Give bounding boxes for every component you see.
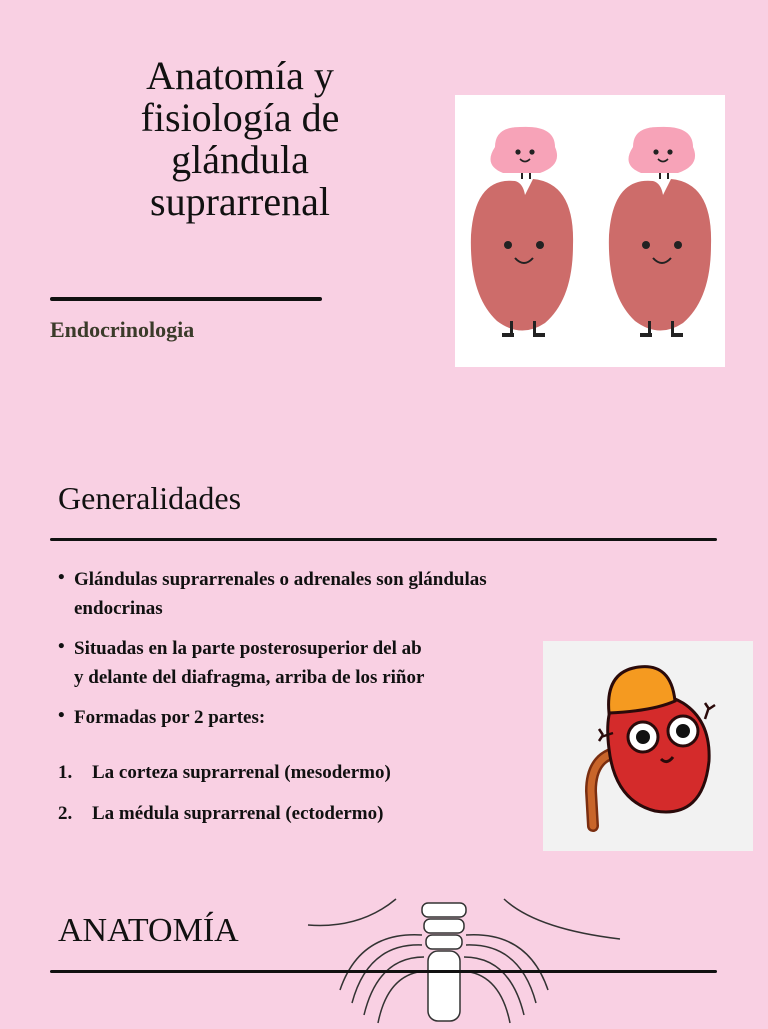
- title-line: fisiología de: [140, 95, 340, 140]
- title-line: suprarrenal: [150, 179, 330, 224]
- section-heading-generalidades: Generalidades: [58, 480, 242, 516]
- kidney-cartoon-image: [455, 95, 725, 367]
- slide-title: [95, 55, 385, 223]
- list-item: [58, 799, 391, 828]
- numbered-list: [58, 758, 391, 840]
- list-item: [58, 565, 658, 623]
- bullet-text: y delante del diafragma, arriba de los riñor: [74, 667, 425, 688]
- list-number: 1.: [58, 762, 73, 783]
- adrenal-cartoon-image: [543, 641, 753, 851]
- title-divider: [50, 297, 322, 301]
- section-heading-anatomia: ANATOMÍA: [58, 912, 239, 949]
- list-text: La médula suprarrenal (ectodermo): [92, 803, 384, 824]
- title-line: Anatomía y: [146, 53, 334, 98]
- ribcage-illustration: [300, 895, 640, 1024]
- bullet-text: endocrinas: [74, 598, 163, 619]
- section-divider: [50, 538, 717, 541]
- section-divider: [50, 970, 717, 973]
- ribcage-drawing: [300, 895, 640, 1024]
- kidney-left-figure: [471, 127, 573, 337]
- bullet-text: Formadas por 2 partes:: [74, 707, 266, 728]
- title-line: glándula: [171, 137, 309, 182]
- slide-subtitle: Endocrinologia: [50, 317, 195, 342]
- kidneys-illustration: [455, 95, 725, 367]
- list-text: La corteza suprarrenal (mesodermo): [92, 762, 391, 783]
- list-number: 2.: [58, 803, 73, 824]
- list-item: [58, 758, 391, 787]
- bullet-text: Situadas en la parte posterosuperior del ab: [74, 638, 422, 659]
- kidney-right-figure: [609, 127, 711, 337]
- adrenal-kidney-illustration: [543, 641, 753, 851]
- bullet-text: Glándulas suprarrenales o adrenales son glándulas: [74, 569, 487, 590]
